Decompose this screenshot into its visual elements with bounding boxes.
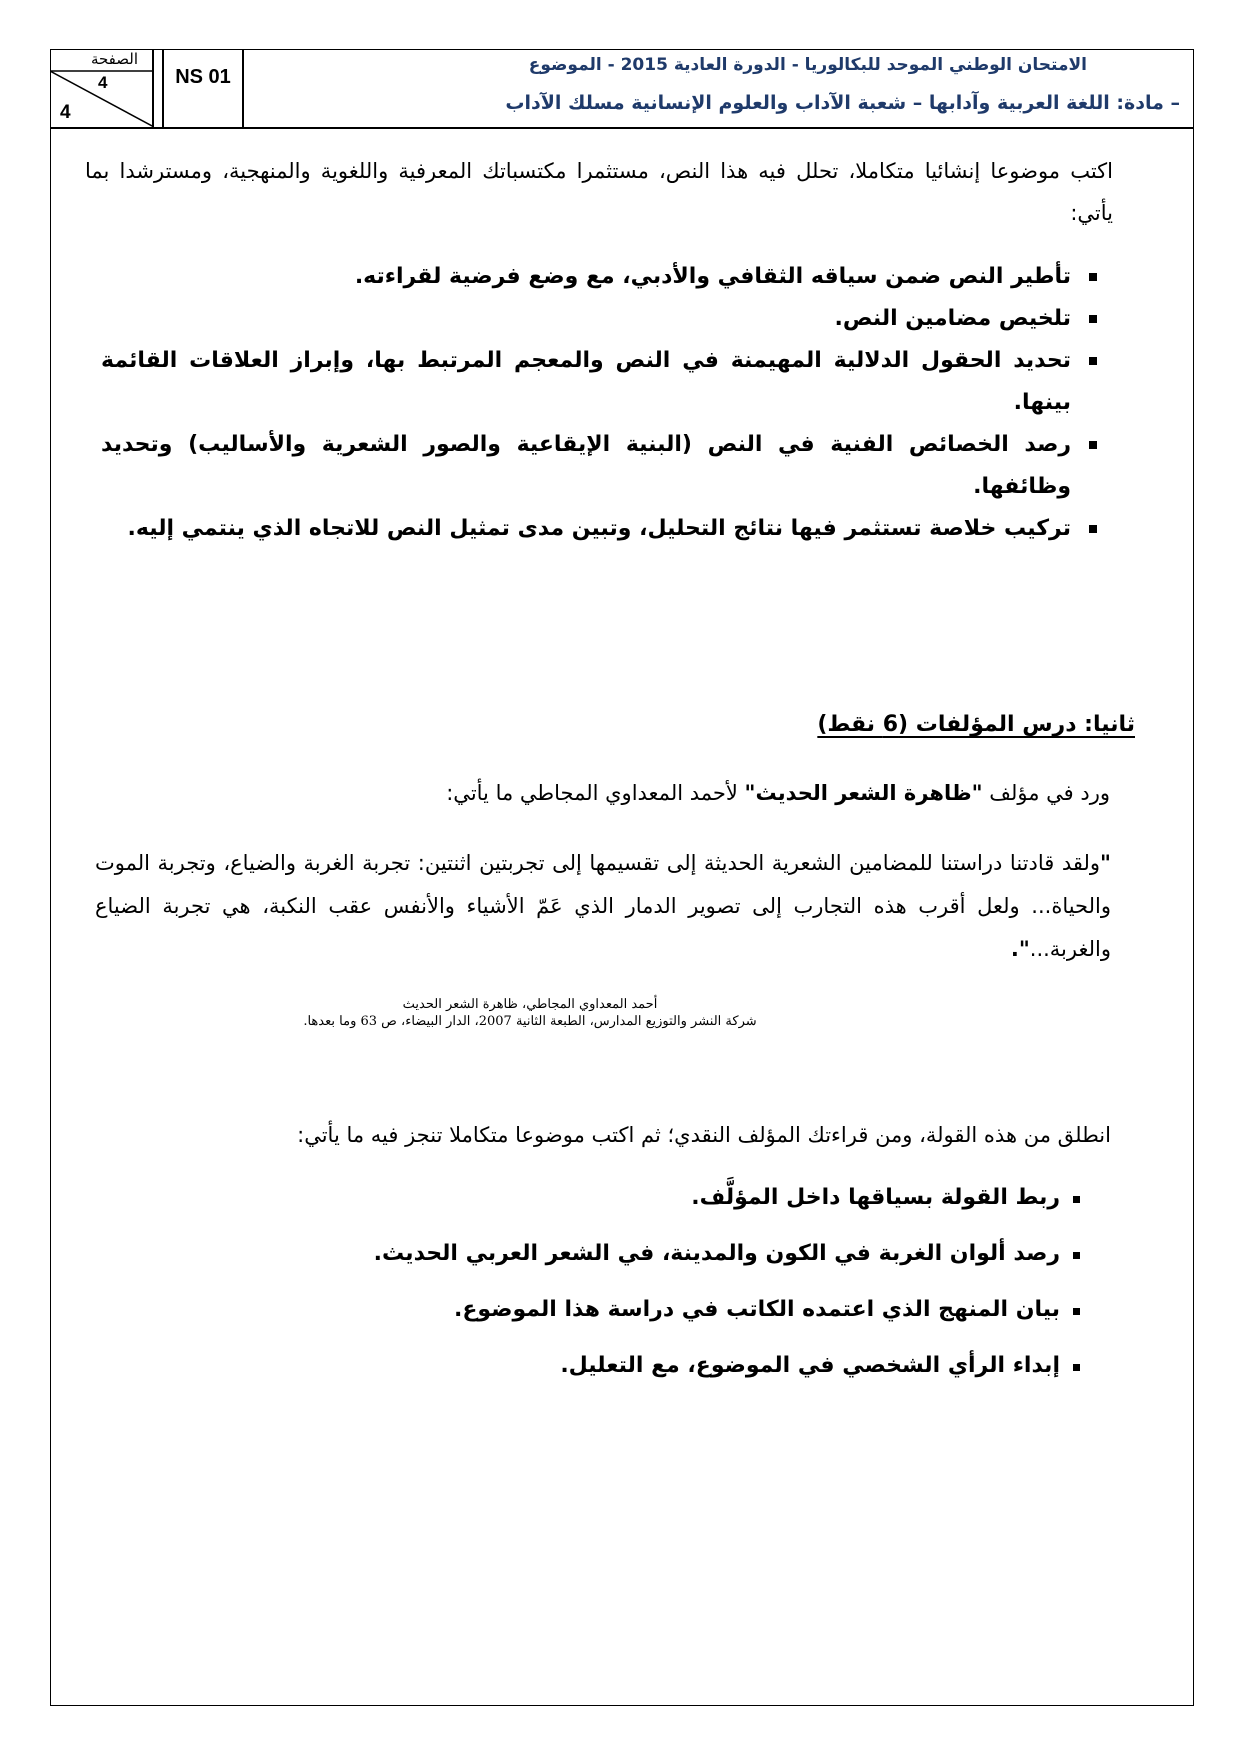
citation-block	[170, 996, 890, 1030]
list-item: رصد ألوان الغربة في الكون والمدينة، في الشعر العربي الحديث.	[80, 1226, 1084, 1282]
exam-title	[244, 49, 1192, 127]
task-intro-block	[95, 1114, 1111, 1156]
page-current: 4	[60, 102, 71, 123]
list-item: تأطير النص ضمن سياقه الثقافي والأدبي، مع وضع فرضية لقراءته.	[101, 256, 1105, 298]
bullet-square-icon	[1089, 525, 1097, 533]
bullet-square-icon	[1073, 1196, 1080, 1203]
page-number-box	[50, 49, 154, 127]
list-item: إبداء الرأي الشخصي في الموضوع، مع التعليل.	[80, 1338, 1084, 1394]
list-item: تحديد الحقول الدلالية المهيمنة في النص والمعجم المرتبط بها، وإبراز العلاقات القائمة بينها.	[101, 340, 1105, 424]
task-intro: انطلق من هذه القولة، ومن قراءتك المؤلف النقدي؛ ثم اكتب موضوعا متكاملا تنجز فيه ما يأتي:	[297, 1123, 1111, 1147]
quote-block	[95, 842, 1111, 971]
list-item: تلخيص مضامين النص.	[101, 298, 1105, 340]
list-item: بيان المنهج الذي اعتمده الكاتب في دراسة هذا الموضوع.	[80, 1282, 1084, 1338]
quote-text: "ولقد قادتنا دراستنا للمضامين الشعرية الحديثة إلى تقسيمها إلى تجربتين اثنتين: تجربة الغربة والضياع، وتجربة الموت والحياة... ولعل أقرب هذه التجارب إلى تصوير الدمار الذي عَمّ الأشياء والأنفس عقب النكبة، هي تجربة الضياع والغربة...".	[95, 851, 1111, 961]
part2-bullet-list	[80, 1170, 1084, 1394]
citation-line-1: أحمد المعداوي المجاطي، ظاهرة الشعر الحديث	[402, 997, 658, 1012]
part1-bullet-list	[101, 256, 1105, 550]
exam-title-line2: – مادة: اللغة العربية وآدابها – شعبة الآداب والعلوم الإنسانية مسلك الآداب	[505, 92, 1180, 114]
part2-intro-block	[100, 772, 1110, 814]
bullet-square-icon	[1089, 273, 1097, 281]
section-heading: ثانيا: درس المؤلفات (6 نقط)	[817, 712, 1135, 737]
list-item: تركيب خلاصة تستثمر فيها نتائج التحليل، وتبين مدى تمثيل النص للاتجاه الذي ينتمي إليه.	[101, 508, 1105, 550]
bullet-square-icon	[1089, 315, 1097, 323]
part2-intro: ورد في مؤلف "ظاهرة الشعر الحديث" لأحمد المعداوي المجاطي ما يأتي:	[446, 781, 1110, 805]
citation-line-2: شركة النشر والتوزيع المدارس، الطبعة الثانية 2007، الدار البيضاء، ص 63 وما بعدها.	[303, 1014, 757, 1029]
list-item: رصد الخصائص الفنية في النص (البنية الإيقاعية والصور الشعرية والأساليب) وتحديد وظائفها.	[101, 424, 1105, 508]
list-item: ربط القولة بسياقها داخل المؤلَّف.	[80, 1170, 1084, 1226]
exam-header	[50, 49, 1194, 129]
exam-code: NS 01	[162, 49, 244, 127]
book-title: "ظاهرة الشعر الحديث"	[744, 781, 983, 805]
exam-title-line1: الامتحان الوطني الموحد للبكالوريا - الدورة العادية 2015 - الموضوع	[528, 55, 1087, 75]
bullet-square-icon	[1073, 1308, 1080, 1315]
bullet-square-icon	[1089, 357, 1097, 365]
bullet-square-icon	[1073, 1364, 1080, 1371]
page-total: 4	[98, 73, 108, 92]
bullet-square-icon	[1073, 1252, 1080, 1259]
part2-heading-block	[85, 712, 1135, 737]
page-label: الصفحة	[90, 50, 138, 68]
part1-intro-block	[85, 150, 1113, 234]
bullet-square-icon	[1089, 441, 1097, 449]
part1-intro: اكتب موضوعا إنشائيا متكاملا، تحلل فيه هذا النص، مستثمرا مكتسباتك المعرفية واللغوية والمنهجية، ومسترشدا بما يأتي:	[85, 159, 1113, 225]
